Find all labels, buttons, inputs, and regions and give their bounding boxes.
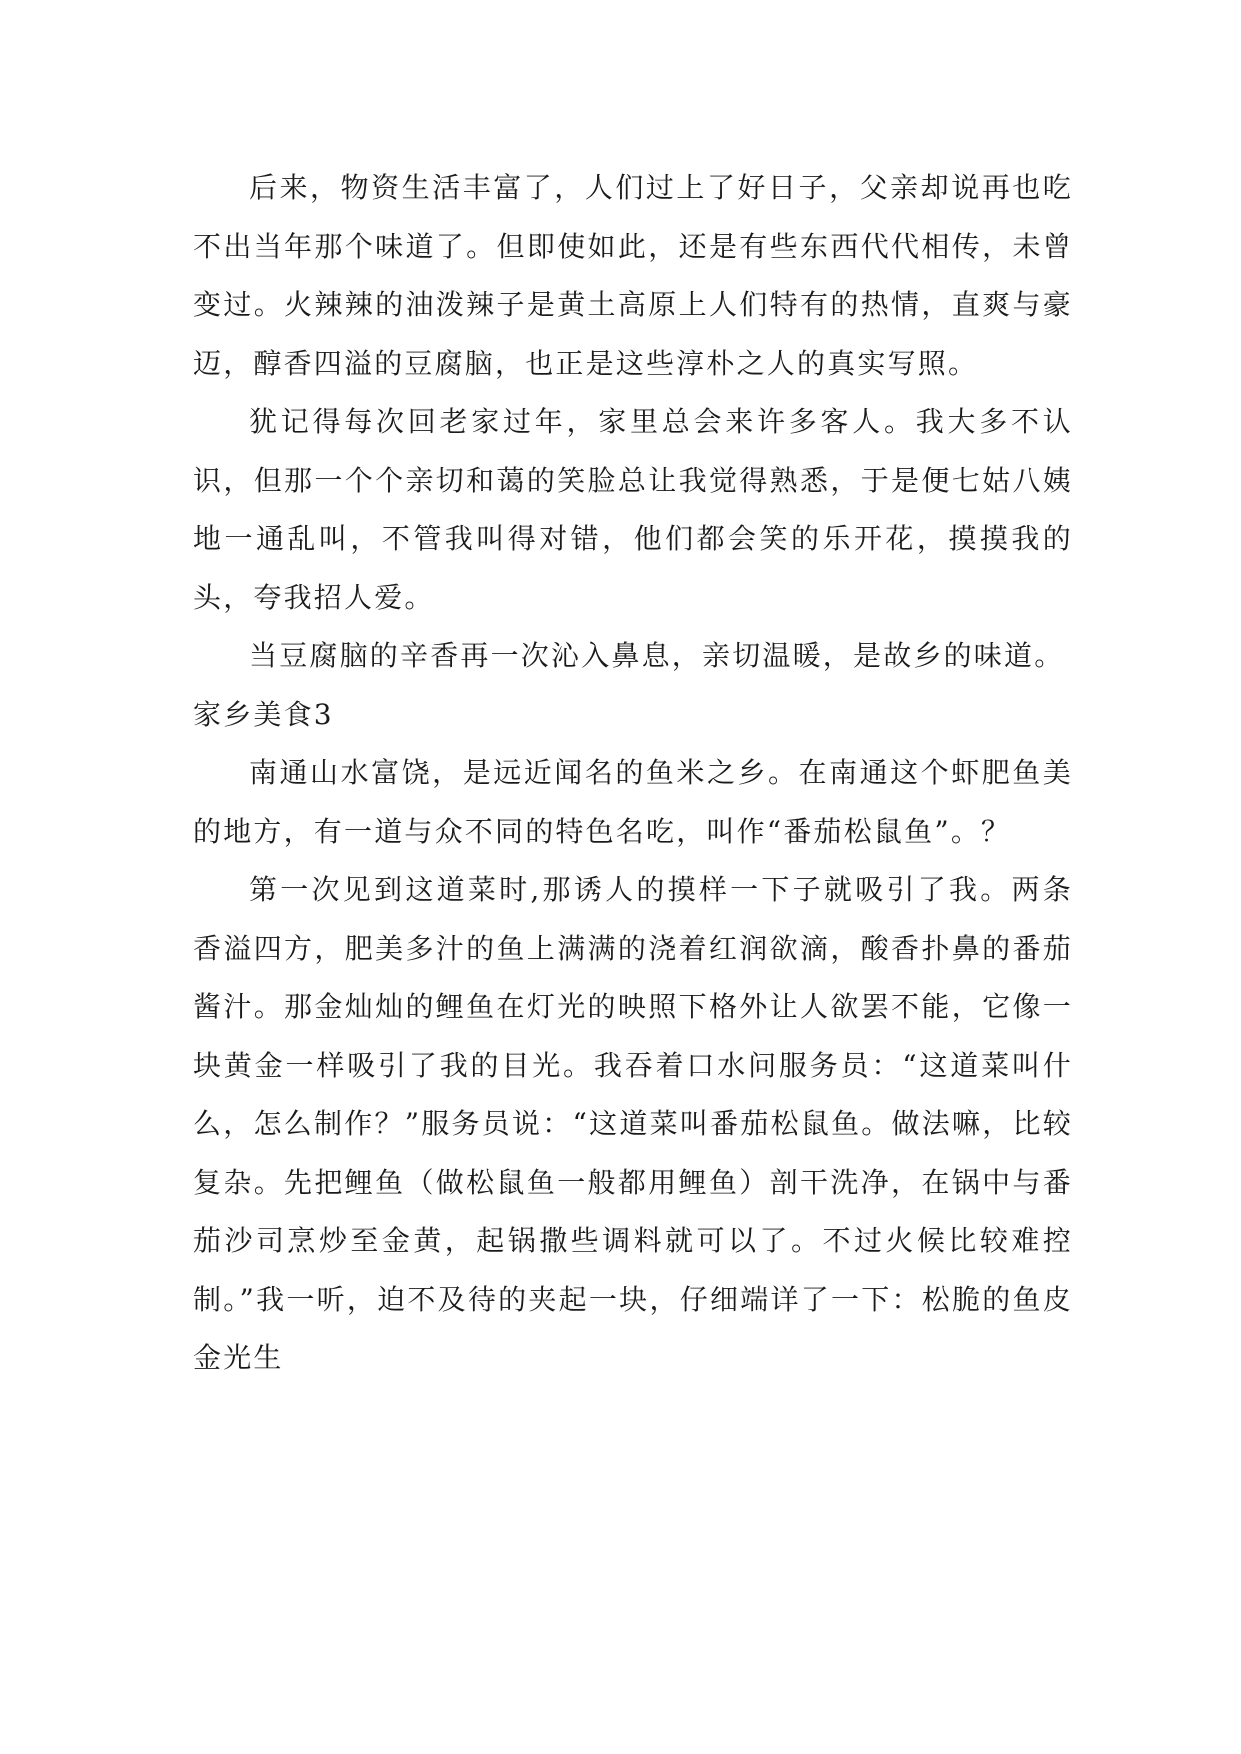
section-heading: 家乡美食3 xyxy=(193,697,334,731)
paragraph: 后来，物资生活丰富了，人们过上了好日子，父亲却说再也吃不出当年那个味道了。但即使如此，还是有些东西代代相传，未曾变过。火辣辣的油泼辣子是黄土高原上人们特有的热情，直爽与豪迈，醇香四溢的豆腐脑，也正是这些淳朴之人的真实写照。 xyxy=(193,171,1073,380)
paragraph: 当豆腐脑的辛香再一次沁入鼻息，亲切温暖，是故乡的味道。 xyxy=(249,639,1065,672)
paragraph: 犹记得每次回老家过年，家里总会来许多客人。我大多不认识，但那一个个亲切和蔼的笑脸总让我觉得熟悉，于是便七姑八姨地一通乱叫，不管我叫得对错，他们都会笑的乐开花，摸摸我的头，夸我招人爱。 xyxy=(193,405,1073,614)
document-body xyxy=(193,159,1073,1388)
paragraph: 第一次见到这道菜时,那诱人的摸样一下子就吸引了我。两条香溢四方，肥美多汁的鱼上满满的浇着红润欲滴，酸香扑鼻的番茄酱汁。那金灿灿的鲤鱼在灯光的映照下格外让人欲罢不能，它像一块黄金一样吸引了我的目光。我吞着口水问服务员：“这道菜叫什么，怎么制作？”服务员说：“这道菜叫番茄松鼠鱼。做法嘛，比较复杂。先把鲤鱼（做松鼠鱼一般都用鲤鱼）剖干洗净，在锅中与番茄沙司烹炒至金黄，起锅撒些调料就可以了。不过火候比较难控制。”我一听，迫不及待的夹起一块，仔细端详了一下：松脆的鱼皮金光生 xyxy=(193,873,1073,1374)
paragraph: 南通山水富饶，是远近闻名的鱼米之乡。在南通这个虾肥鱼美的地方，有一道与众不同的特色名吃，叫作“番茄松鼠鱼”。？ xyxy=(193,756,1073,848)
